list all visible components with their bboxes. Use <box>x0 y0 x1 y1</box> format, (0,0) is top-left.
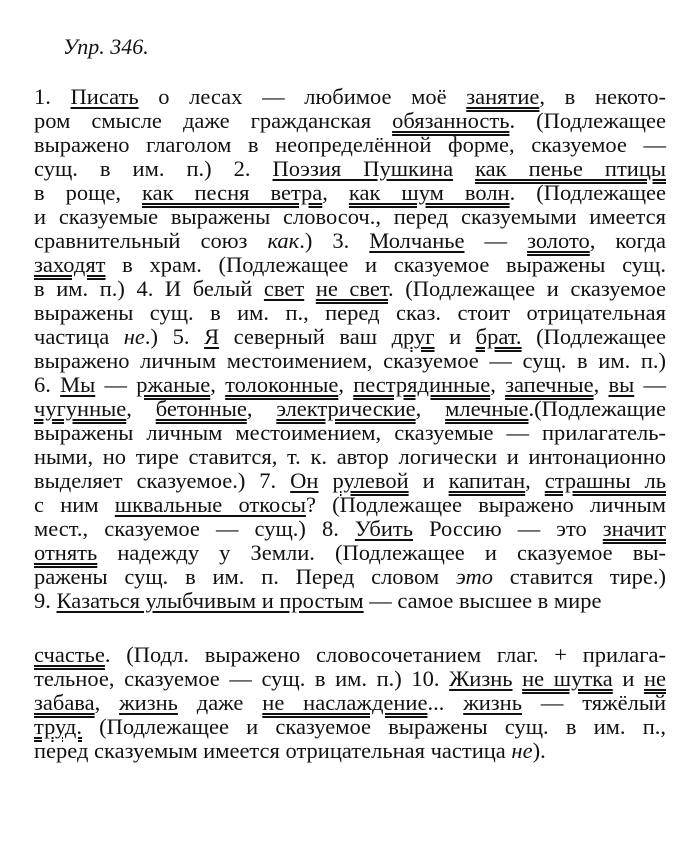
text-line <box>34 277 666 301</box>
text-span: в им. п.) 4. И белый <box>34 276 264 301</box>
text-span: , <box>525 468 545 493</box>
text-span: .) 3. <box>299 228 370 253</box>
text-span: 1. <box>34 84 71 109</box>
subject: Я <box>204 324 220 349</box>
predicate: пестрядинные <box>353 372 491 397</box>
predicate: страшны ль <box>544 468 667 493</box>
predicate: как шум волн <box>348 180 510 205</box>
predicate: обязанность <box>392 108 510 133</box>
text-span: (Подлежащее и сказуемое выражены сущ. в им. п., <box>81 714 666 739</box>
text-line <box>34 667 666 691</box>
text-span: , <box>415 396 446 421</box>
predicate: толоконные <box>225 372 339 397</box>
text-span: ... <box>427 690 464 715</box>
text-span: сравнительный союз <box>34 228 268 253</box>
text-line <box>34 349 666 373</box>
text-span: — <box>95 372 137 397</box>
text-line <box>34 181 666 205</box>
predicate: друг <box>391 324 435 349</box>
text-line <box>34 205 666 229</box>
predicate: как песня ветра <box>142 180 323 205</box>
predicate: млечные <box>445 396 529 421</box>
predicate: бетонные <box>155 396 247 421</box>
predicate: не свет <box>315 276 389 301</box>
text-span: , <box>210 372 226 397</box>
text-span: надежду у Земли. (Подлежащее и сказуемое вы- <box>97 540 666 565</box>
italic-term: как <box>267 228 300 253</box>
text-line <box>34 397 666 421</box>
text-line <box>34 109 666 133</box>
text-span: , <box>94 690 120 715</box>
text-line <box>34 445 666 469</box>
predicate: запечные <box>505 372 594 397</box>
predicate: счастье <box>34 642 105 667</box>
subject: Молчанье <box>369 228 465 253</box>
text-span: и <box>612 666 644 691</box>
text-span: .(Подлежащие <box>528 396 667 421</box>
text-span: . (Подл. выражено словосочетанием глаг. + прилага- <box>104 642 666 667</box>
subject: Мы <box>60 372 96 397</box>
text-span: , <box>338 372 354 397</box>
subject: жизнь <box>119 690 178 715</box>
text-line <box>34 493 666 517</box>
text-span: — <box>634 372 666 397</box>
text-line <box>34 325 666 349</box>
text-line <box>34 643 666 667</box>
predicate: капитан <box>448 468 526 493</box>
text-span: и <box>408 468 449 493</box>
predicate: как пенье птицы <box>475 156 666 181</box>
italic-term: не <box>511 738 533 763</box>
predicate: брат. <box>475 324 522 349</box>
text-span: (Подлежащее <box>521 324 666 349</box>
text-span: с ним <box>34 492 115 517</box>
text-line <box>34 85 666 109</box>
text-span: выражено личным местоимением, сказуемое — сущ. в им. п.) <box>34 348 666 373</box>
text-line <box>34 739 666 763</box>
text-span: перед сказуемым имеется отрицательная частица <box>34 738 512 763</box>
predicate: рулевой <box>332 468 409 493</box>
text-line <box>34 517 666 541</box>
text-line <box>34 229 666 253</box>
text-span <box>453 156 475 181</box>
predicate: не наслаждение <box>262 690 428 715</box>
text-span: , <box>126 396 156 421</box>
text-span: выражены сущ. в им. п., перед сказ. стоит отрицательная <box>34 300 666 325</box>
text-line <box>34 565 666 589</box>
predicate: не шутка <box>522 666 613 691</box>
subject: Он <box>290 468 319 493</box>
subject: Казаться улыбчивым и простым <box>56 588 364 613</box>
predicate: отнять <box>34 540 98 565</box>
text-span: ражены сущ. в им. п. Перед словом <box>34 564 456 589</box>
text-span: , когда <box>589 228 667 253</box>
italic-term: это <box>455 564 493 589</box>
text-line <box>34 157 666 181</box>
text-line <box>34 133 666 157</box>
text-span: даже <box>177 690 263 715</box>
text-span: частица <box>34 324 124 349</box>
text-span: , <box>593 372 609 397</box>
subject: Поэзия Пушкина <box>272 156 454 181</box>
text-line <box>34 373 666 397</box>
text-span: сущ. в им. п.) 2. <box>34 156 273 181</box>
text-line <box>34 691 666 715</box>
subject: Убить <box>354 516 414 541</box>
text-span: ставится тире.) <box>493 564 666 589</box>
predicate: электрические <box>276 396 416 421</box>
text-span: — самое высшее в мире <box>363 588 602 613</box>
subject: Жизнь <box>449 666 513 691</box>
text-span: в храм. (Подлежащее и сказуемое выражены сущ. <box>105 252 666 277</box>
subject: жизнь <box>463 690 522 715</box>
text-span: в роще, <box>34 180 143 205</box>
predicate: не <box>643 666 667 691</box>
text-span: и сказуемые выражены словосоч., перед сказуемыми имеется <box>34 204 666 229</box>
text-span: тельное, сказуемое — сущ. в им. п.) 10. <box>34 666 450 691</box>
text-line <box>34 541 666 565</box>
text-line <box>34 589 666 613</box>
predicate: заходят <box>34 252 106 277</box>
text-span: — <box>464 228 528 253</box>
text-span: ными, но тире ставится, т. к. автор логически и интонационно <box>34 444 666 469</box>
text-span: выражено глаголом в неопределённой форме, сказуемое — <box>34 132 666 157</box>
predicate: значит <box>602 516 667 541</box>
text-line <box>34 253 666 277</box>
text-span: ? (Подлежащее выражено личным <box>305 492 666 517</box>
text-span <box>513 666 523 691</box>
text-span <box>318 468 332 493</box>
text-line <box>34 715 666 739</box>
predicate: золото <box>527 228 590 253</box>
text-span: северный ваш <box>219 324 392 349</box>
text-line <box>34 469 666 493</box>
predicate: занятие <box>466 84 540 109</box>
exercise-title: Упр. 346. <box>63 34 149 59</box>
text-span: . (Подлежащее и сказуемое <box>388 276 666 301</box>
text-line <box>34 301 666 325</box>
text-span: 9. <box>34 588 57 613</box>
subject: шквальные откосы <box>114 492 306 517</box>
text-span: , <box>322 180 349 205</box>
text-span: мест., сказуемое — сущ.) 8. <box>34 516 355 541</box>
text-span <box>304 276 316 301</box>
predicate: ржаные <box>136 372 211 397</box>
italic-term: не <box>123 324 145 349</box>
text-span: выделяет сказуемое.) 7. <box>34 468 291 493</box>
predicate: забава <box>34 690 95 715</box>
text-span: , <box>490 372 506 397</box>
text-span: 6. <box>34 372 61 397</box>
subject: Писать <box>70 84 139 109</box>
text-span: , в некото- <box>539 84 666 109</box>
text-span: . (Подлежащее <box>509 108 666 133</box>
text-span: и <box>434 324 476 349</box>
text-line <box>34 421 666 445</box>
subject: вы <box>608 372 635 397</box>
predicate: чугунные <box>34 396 127 421</box>
text-span: ром смысле даже гражданская <box>34 108 393 133</box>
text-span: ). <box>532 738 546 763</box>
text-span: Россию — это <box>413 516 603 541</box>
text-span: выражены личным местоимением, сказуемые — прилагатель- <box>34 420 666 445</box>
text-span: , <box>246 396 277 421</box>
text-span: .) 5. <box>144 324 205 349</box>
predicate: труд. <box>34 714 82 739</box>
text-span: . (Подлежащее <box>509 180 667 205</box>
subject: свет <box>263 276 305 301</box>
text-span: о лесах — любимое моё <box>138 84 467 109</box>
text-span: — тяжёлый <box>521 690 666 715</box>
